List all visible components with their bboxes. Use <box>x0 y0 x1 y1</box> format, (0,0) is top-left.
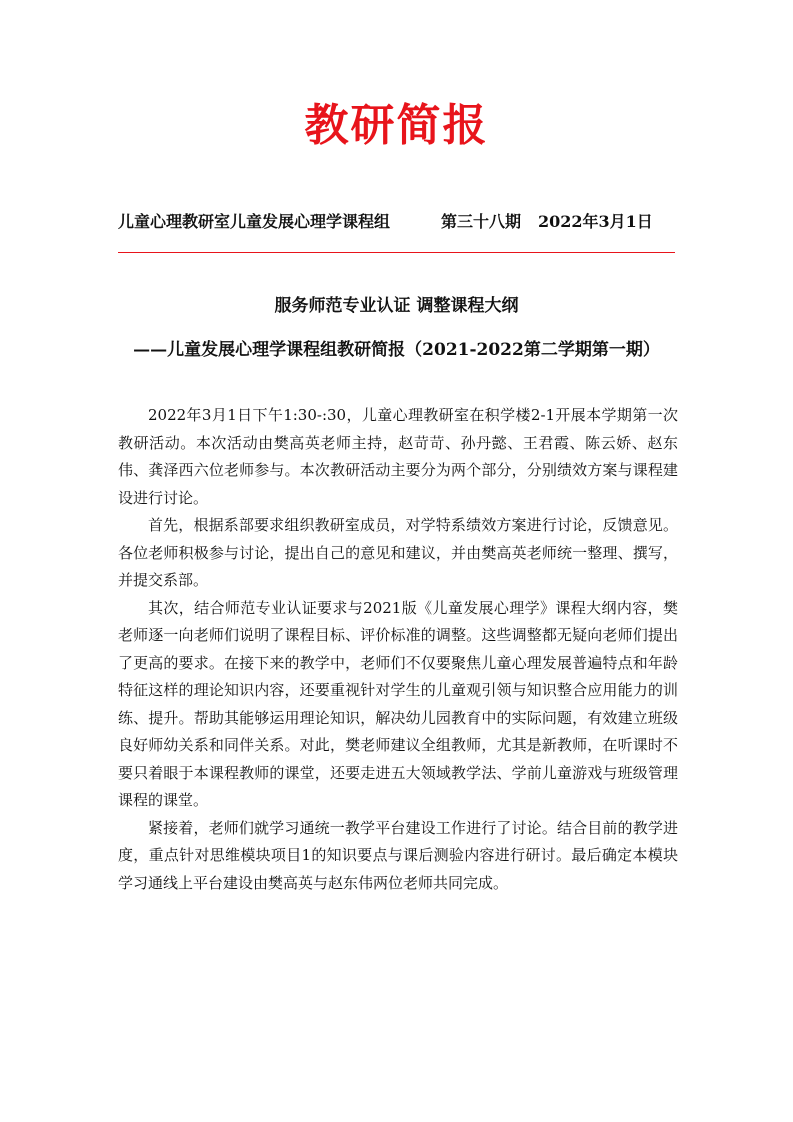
article-title: 服务师范专业认证 调整课程大纲 <box>274 296 519 316</box>
issue-number: 第三十八期 <box>441 212 522 231</box>
article-paragraph: 紧接着，老师们就学习通统一教学平台建设工作进行了讨论。结合目前的教学进度，重点针对思维模块项目1的知识要点与课后测验内容进行研讨。最后确定本模块学习通线上平台建设由樊高英与赵东伟两位老师共同完成。 <box>118 818 678 892</box>
issue-date: 2022年3月1日 <box>538 212 653 231</box>
newsletter-masthead-title: 教研简报 <box>304 100 489 151</box>
issue-organization: 儿童心理教研室儿童发展心理学课程组 <box>118 212 391 231</box>
article-subtitle: ——儿童发展心理学课程组教研简报（2021-2022第二学期第一期） <box>133 340 660 360</box>
article-paragraph: 首先，根据系部要求组织教研室成员，对学特系绩效方案进行讨论，反馈意见。各位老师积极参与讨论，提出自己的意见和建议，并由樊高英老师统一整理、撰写，并提交系部。 <box>118 516 678 589</box>
issue-info-line <box>118 208 678 236</box>
article-paragraph: 其次，结合师范专业认证要求与2021版《儿童发展心理学》课程大纲内容，樊老师逐一向老师们说明了课程目标、评价标准的调整。这些调整都无疑向老师们提出了更高的要求。在接下来的教学中，老师们不仅要聚焦儿童心理发展普遍特点和年龄特征这样的理论知识内容，还要重视针对学生的儿童观引领与知识整合应用能力的训练、提升。帮助其能够运用理论知识，解决幼儿园教育中的实际问题，有效建立班级良好师幼关系和同伴关系。对此，樊老师建议全组教师，尤其是新教师，在听课时不要只着眼于本课程教师的课堂，还要走进五大领域教学法、学前儿童游戏与班级管理课程的课堂。 <box>118 598 678 809</box>
header-divider <box>118 252 675 253</box>
article-body <box>118 402 678 897</box>
article-paragraph: 2022年3月1日下午1:30-:30，儿童心理教研室在积学楼2-1开展本学期第一次教研活动。本次活动由樊高英老师主持，赵苛苛、孙丹懿、王君霞、陈云娇、赵东伟、龚泽西六位老师参与。本次教研活动主要分为两个部分，分别绩效方案与课程建设进行讨论。 <box>118 406 678 507</box>
